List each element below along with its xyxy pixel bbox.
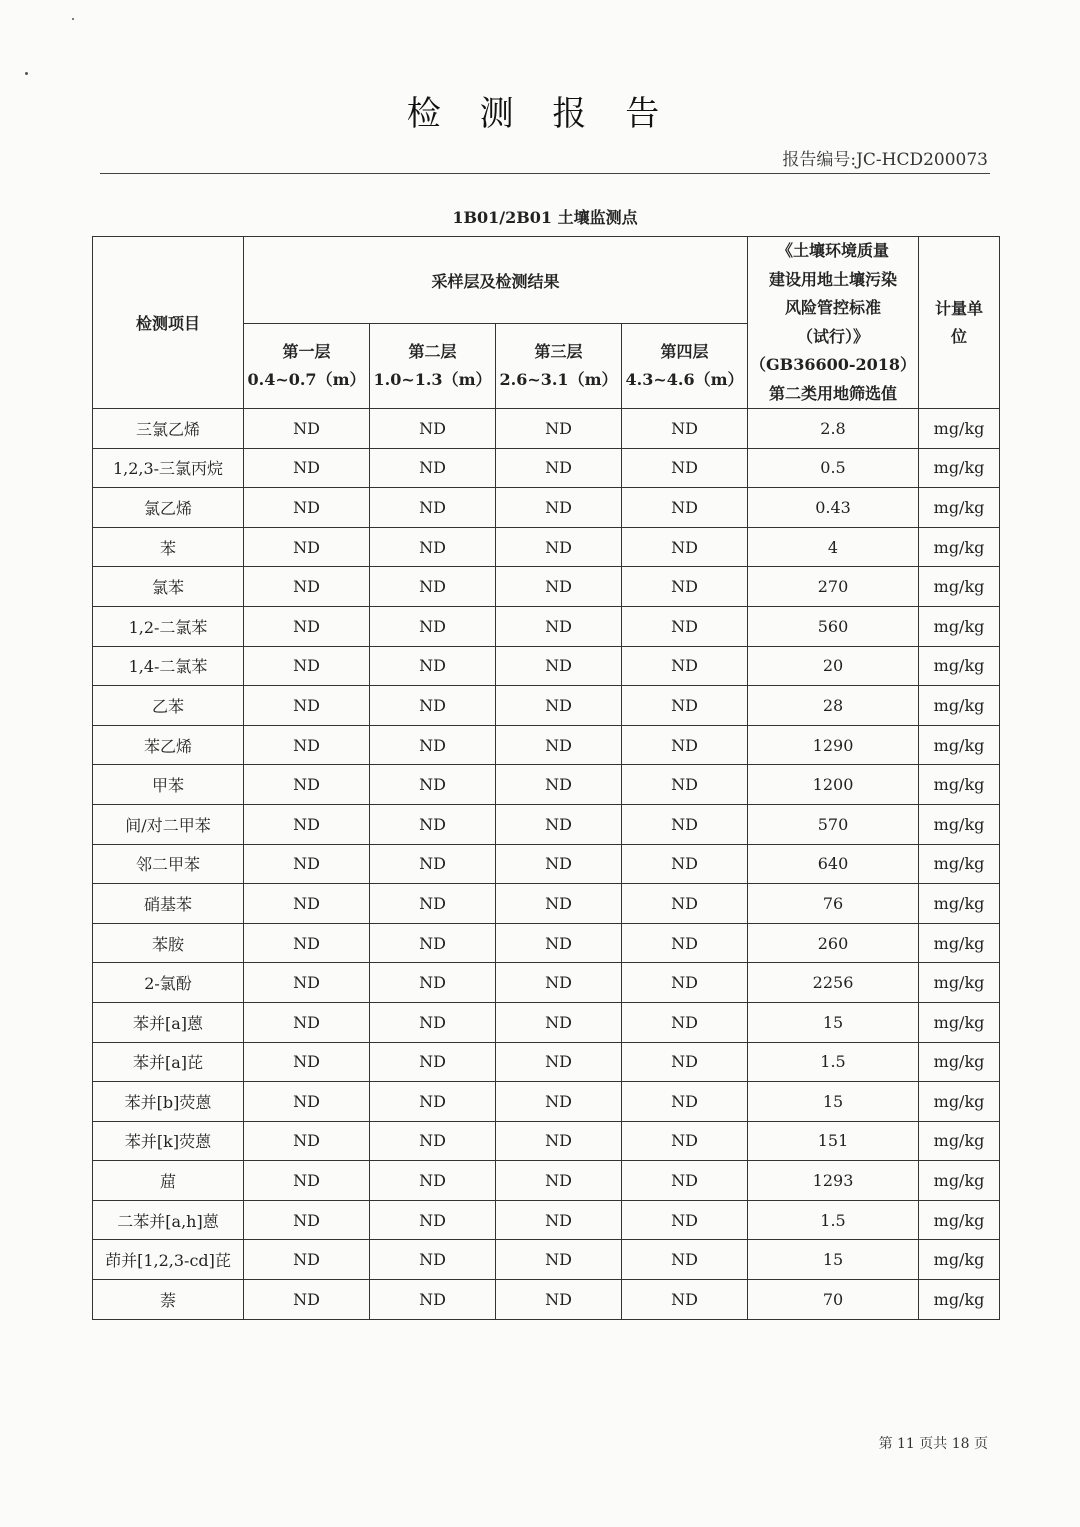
layer-3-result: ND [496, 725, 622, 765]
layer-2-result: ND [370, 409, 496, 449]
header-unit-line: 计量单 [935, 298, 984, 318]
layer-4-result: ND [622, 884, 748, 924]
layer-1-result: ND [244, 1042, 370, 1082]
layer-1-result: ND [244, 1121, 370, 1161]
layer-1-result: ND [244, 527, 370, 567]
layer-4-result: ND [622, 646, 748, 686]
layer-1-result: ND [244, 488, 370, 528]
row-item: 苯并[k]荧蒽 [93, 1121, 244, 1161]
layer-1-result: ND [244, 1082, 370, 1122]
layer-2-result: ND [370, 448, 496, 488]
row-unit: mg/kg [919, 1082, 1000, 1122]
header-standard-line: （GB36600-2018） [750, 355, 917, 374]
results-table [92, 236, 1000, 1320]
row-item: 间/对二甲苯 [93, 804, 244, 844]
header-item: 检测项目 [93, 237, 244, 409]
row-item: 苯并[a]蒽 [93, 1002, 244, 1042]
layer-depth: 1.0~1.3（m） [373, 370, 492, 389]
row-item: 1,2,3-三氯丙烷 [93, 448, 244, 488]
row-item: 茚并[1,2,3-cd]芘 [93, 1240, 244, 1280]
layer-3-result: ND [496, 1240, 622, 1280]
row-unit: mg/kg [919, 1161, 1000, 1201]
header-standard-line: 《土壤环境质量 [777, 241, 890, 260]
screening-value: 15 [748, 1240, 919, 1280]
layer-3-result: ND [496, 488, 622, 528]
screening-value: 270 [748, 567, 919, 607]
header-unit-line: 位 [951, 326, 968, 346]
header-unit [919, 237, 1000, 409]
layer-1-result: ND [244, 1280, 370, 1320]
screening-value: 2256 [748, 963, 919, 1003]
layer-3-result: ND [496, 1082, 622, 1122]
layer-depth: 0.4~0.7（m） [247, 370, 366, 389]
layer-4-result: ND [622, 804, 748, 844]
page-title: 检 测 报 告 [406, 94, 674, 134]
row-unit: mg/kg [919, 923, 1000, 963]
layer-name: 第一层 [282, 342, 331, 361]
row-item: 萘 [93, 1280, 244, 1320]
layer-2-result: ND [370, 884, 496, 924]
table-row [93, 1200, 1000, 1240]
row-unit: mg/kg [919, 725, 1000, 765]
header-layer-3 [496, 324, 622, 409]
screening-value: 15 [748, 1082, 919, 1122]
layer-3-result: ND [496, 567, 622, 607]
layer-4-result: ND [622, 686, 748, 726]
table-caption: 1B01/2B01 土壤监测点 [452, 208, 638, 227]
header-layer-4 [622, 324, 748, 409]
table-row [93, 1280, 1000, 1320]
header-layer-1 [244, 324, 370, 409]
layer-2-result: ND [370, 1082, 496, 1122]
row-item: 苯胺 [93, 923, 244, 963]
row-item: 二苯并[a,h]蒽 [93, 1200, 244, 1240]
layer-4-result: ND [622, 725, 748, 765]
table-row [93, 409, 1000, 449]
row-unit: mg/kg [919, 1200, 1000, 1240]
row-unit: mg/kg [919, 1121, 1000, 1161]
screening-value: 151 [748, 1121, 919, 1161]
layer-1-result: ND [244, 844, 370, 884]
table-row [93, 606, 1000, 646]
layer-1-result: ND [244, 686, 370, 726]
row-item: 䓛 [93, 1161, 244, 1201]
row-unit: mg/kg [919, 1240, 1000, 1280]
layer-4-result: ND [622, 606, 748, 646]
layer-1-result: ND [244, 804, 370, 844]
layer-4-result: ND [622, 1280, 748, 1320]
screening-value: 1.5 [748, 1042, 919, 1082]
table-row [93, 1240, 1000, 1280]
table-row [93, 567, 1000, 607]
row-item: 甲苯 [93, 765, 244, 805]
screening-value: 1.5 [748, 1200, 919, 1240]
layer-1-result: ND [244, 1240, 370, 1280]
row-unit: mg/kg [919, 448, 1000, 488]
row-item: 三氯乙烯 [93, 409, 244, 449]
layer-name: 第四层 [660, 342, 709, 361]
layer-4-result: ND [622, 1240, 748, 1280]
row-item: 硝基苯 [93, 884, 244, 924]
layer-1-result: ND [244, 765, 370, 805]
row-item: 苯并[a]芘 [93, 1042, 244, 1082]
screening-value: 260 [748, 923, 919, 963]
row-unit: mg/kg [919, 567, 1000, 607]
header-layer-2 [370, 324, 496, 409]
row-item: 苯 [93, 527, 244, 567]
layer-3-result: ND [496, 606, 622, 646]
layer-1-result: ND [244, 884, 370, 924]
screening-value: 1290 [748, 725, 919, 765]
row-item: 1,4-二氯苯 [93, 646, 244, 686]
screening-value: 1293 [748, 1161, 919, 1201]
layer-1-result: ND [244, 606, 370, 646]
layer-2-result: ND [370, 646, 496, 686]
header-standard [748, 237, 919, 409]
header-standard-line: 建设用地土壤污染 [769, 269, 898, 289]
table-row [93, 527, 1000, 567]
row-item: 1,2-二氯苯 [93, 606, 244, 646]
layer-3-result: ND [496, 923, 622, 963]
row-unit: mg/kg [919, 765, 1000, 805]
row-item: 氯苯 [93, 567, 244, 607]
row-unit: mg/kg [919, 606, 1000, 646]
screening-value: 570 [748, 804, 919, 844]
screening-value: 0.43 [748, 488, 919, 528]
table-row [93, 1002, 1000, 1042]
table-row [93, 686, 1000, 726]
layer-2-result: ND [370, 765, 496, 805]
row-unit: mg/kg [919, 646, 1000, 686]
screening-value: 560 [748, 606, 919, 646]
layer-3-result: ND [496, 686, 622, 726]
layer-3-result: ND [496, 765, 622, 805]
layer-3-result: ND [496, 1280, 622, 1320]
layer-4-result: ND [622, 923, 748, 963]
layer-2-result: ND [370, 1042, 496, 1082]
screening-value: 2.8 [748, 409, 919, 449]
layer-3-result: ND [496, 963, 622, 1003]
row-item: 氯乙烯 [93, 488, 244, 528]
row-item: 邻二甲苯 [93, 844, 244, 884]
layer-1-result: ND [244, 923, 370, 963]
header-rule [100, 173, 990, 174]
row-unit: mg/kg [919, 1002, 1000, 1042]
scan-speck [72, 18, 74, 20]
row-unit: mg/kg [919, 1280, 1000, 1320]
screening-value: 4 [748, 527, 919, 567]
layer-4-result: ND [622, 1200, 748, 1240]
layer-2-result: ND [370, 804, 496, 844]
row-unit: mg/kg [919, 804, 1000, 844]
table-row [93, 844, 1000, 884]
table-row [93, 448, 1000, 488]
table-row [93, 804, 1000, 844]
table-row [93, 963, 1000, 1003]
row-unit: mg/kg [919, 686, 1000, 726]
table-row [93, 725, 1000, 765]
layer-1-result: ND [244, 1200, 370, 1240]
header-standard-line: 第二类用地筛选值 [769, 383, 898, 403]
table-row [93, 923, 1000, 963]
screening-value: 15 [748, 1002, 919, 1042]
layer-4-result: ND [622, 963, 748, 1003]
layer-3-result: ND [496, 1161, 622, 1201]
layer-name: 第二层 [408, 342, 457, 361]
page-number: 第 11 页共 18 页 [878, 1436, 988, 1452]
layer-2-result: ND [370, 1240, 496, 1280]
layer-2-result: ND [370, 567, 496, 607]
layer-3-result: ND [496, 884, 622, 924]
layer-2-result: ND [370, 527, 496, 567]
row-item: 2-氯酚 [93, 963, 244, 1003]
layer-2-result: ND [370, 1002, 496, 1042]
screening-value: 20 [748, 646, 919, 686]
row-unit: mg/kg [919, 884, 1000, 924]
row-unit: mg/kg [919, 409, 1000, 449]
table-row [93, 1082, 1000, 1122]
layer-4-result: ND [622, 1002, 748, 1042]
screening-value: 70 [748, 1280, 919, 1320]
layer-1-result: ND [244, 646, 370, 686]
layer-4-result: ND [622, 1161, 748, 1201]
layer-3-result: ND [496, 844, 622, 884]
layer-1-result: ND [244, 725, 370, 765]
row-unit: mg/kg [919, 1042, 1000, 1082]
table-body [93, 409, 1000, 1320]
layer-name: 第三层 [534, 342, 583, 361]
layer-2-result: ND [370, 1161, 496, 1201]
scan-speck [25, 72, 28, 75]
table-row [93, 488, 1000, 528]
layer-depth: 2.6~3.1（m） [499, 370, 618, 389]
table-row [93, 884, 1000, 924]
layer-3-result: ND [496, 448, 622, 488]
header-standard-line: 风险管控标准 [785, 298, 882, 317]
layer-2-result: ND [370, 686, 496, 726]
layer-4-result: ND [622, 1042, 748, 1082]
table-row [93, 1121, 1000, 1161]
layer-3-result: ND [496, 804, 622, 844]
table-row [93, 646, 1000, 686]
table-row [93, 1042, 1000, 1082]
layer-1-result: ND [244, 963, 370, 1003]
row-item: 苯并[b]荧蒽 [93, 1082, 244, 1122]
screening-value: 28 [748, 686, 919, 726]
layer-4-result: ND [622, 527, 748, 567]
layer-4-result: ND [622, 1082, 748, 1122]
layer-4-result: ND [622, 488, 748, 528]
layer-3-result: ND [496, 527, 622, 567]
screening-value: 640 [748, 844, 919, 884]
screening-value: 1200 [748, 765, 919, 805]
layer-3-result: ND [496, 1042, 622, 1082]
layer-4-result: ND [622, 1121, 748, 1161]
layer-3-result: ND [496, 1002, 622, 1042]
layer-4-result: ND [622, 844, 748, 884]
header-sampling: 采样层及检测结果 [244, 237, 748, 324]
header-standard-line: （试行）》 [797, 326, 870, 346]
row-unit: mg/kg [919, 527, 1000, 567]
layer-3-result: ND [496, 1200, 622, 1240]
row-item: 乙苯 [93, 686, 244, 726]
layer-1-result: ND [244, 567, 370, 607]
layer-1-result: ND [244, 1161, 370, 1201]
report-number: 报告编号:JC-HCD200073 [782, 150, 988, 170]
layer-3-result: ND [496, 1121, 622, 1161]
layer-2-result: ND [370, 488, 496, 528]
screening-value: 76 [748, 884, 919, 924]
row-unit: mg/kg [919, 844, 1000, 884]
layer-3-result: ND [496, 646, 622, 686]
layer-4-result: ND [622, 765, 748, 805]
layer-2-result: ND [370, 1280, 496, 1320]
layer-4-result: ND [622, 567, 748, 607]
layer-2-result: ND [370, 963, 496, 1003]
layer-2-result: ND [370, 923, 496, 963]
layer-1-result: ND [244, 1002, 370, 1042]
row-unit: mg/kg [919, 488, 1000, 528]
screening-value: 0.5 [748, 448, 919, 488]
layer-depth: 4.3~4.6（m） [625, 370, 744, 389]
layer-2-result: ND [370, 844, 496, 884]
layer-4-result: ND [622, 448, 748, 488]
layer-1-result: ND [244, 448, 370, 488]
layer-4-result: ND [622, 409, 748, 449]
layer-2-result: ND [370, 606, 496, 646]
layer-1-result: ND [244, 409, 370, 449]
layer-2-result: ND [370, 1200, 496, 1240]
row-unit: mg/kg [919, 963, 1000, 1003]
table-row [93, 1161, 1000, 1201]
layer-2-result: ND [370, 725, 496, 765]
table-row [93, 765, 1000, 805]
layer-2-result: ND [370, 1121, 496, 1161]
layer-3-result: ND [496, 409, 622, 449]
row-item: 苯乙烯 [93, 725, 244, 765]
